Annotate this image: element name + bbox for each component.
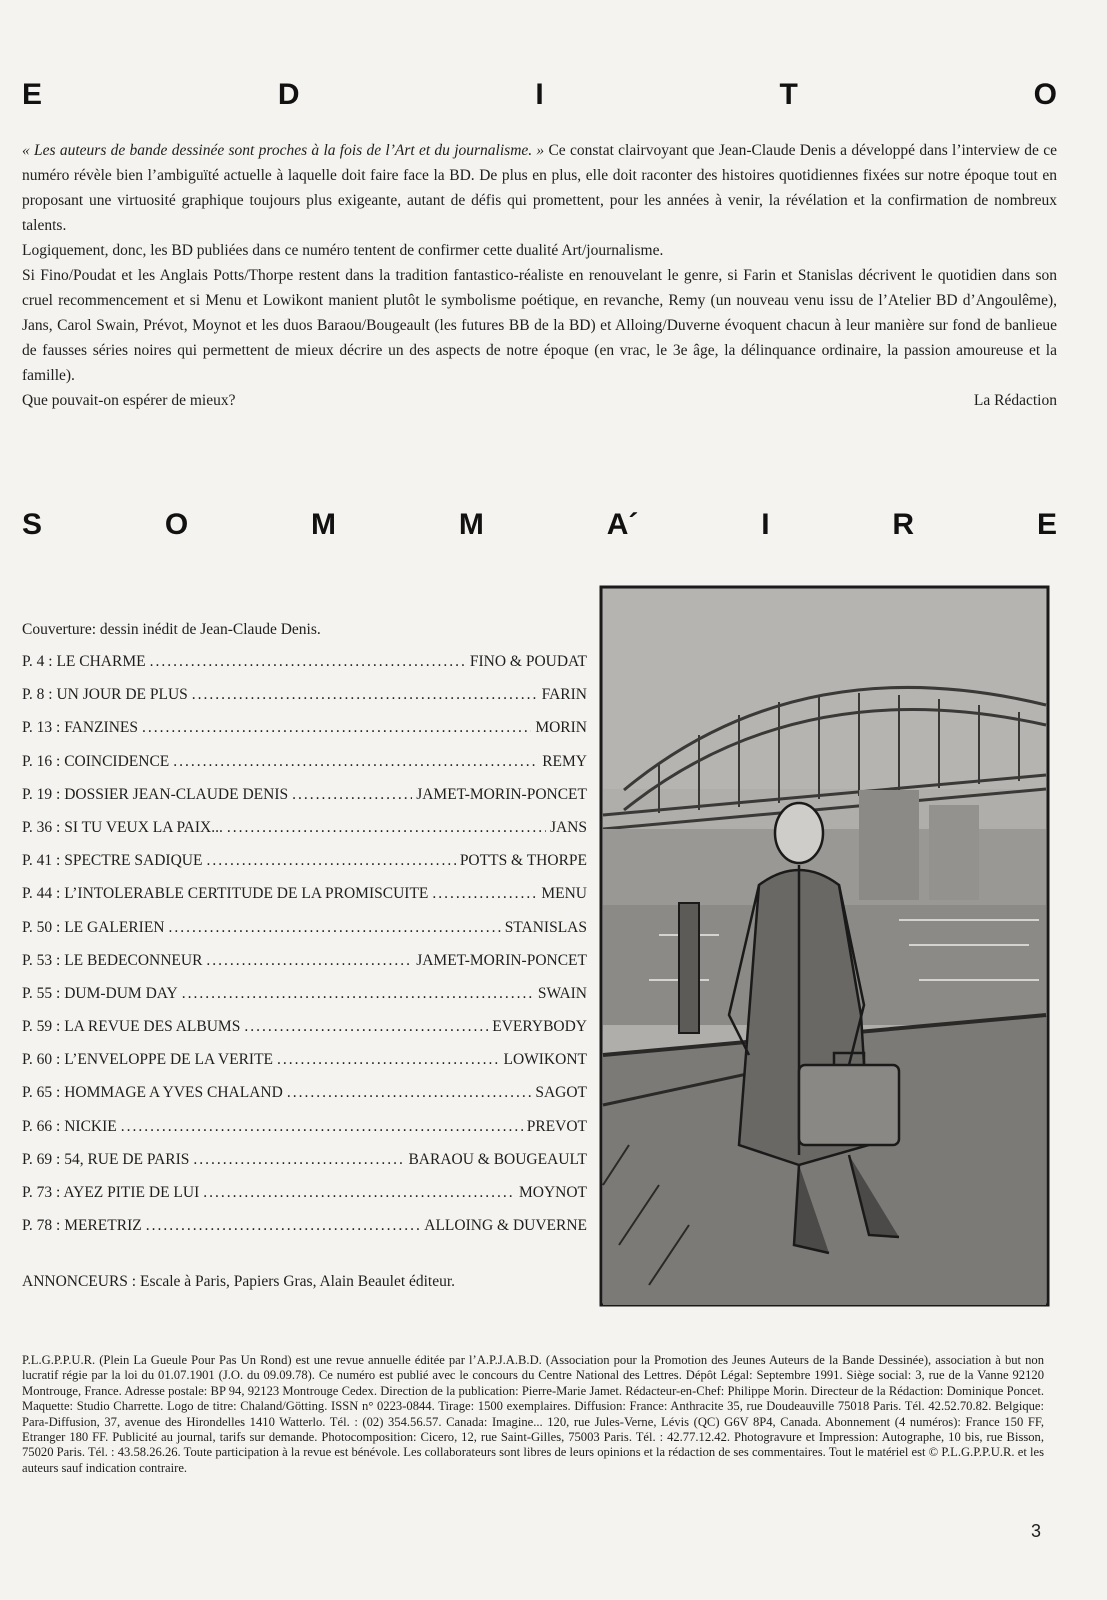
edito-closing-line [22, 388, 1057, 413]
dot-leader [146, 1209, 421, 1242]
toc-entry-title: P. 44 : L’INTOLERABLE CERTITUDE DE LA PROMISCUITE [22, 885, 429, 903]
toc-entry-author: POTTS & THORPE [459, 852, 587, 870]
toc-entry-title: P. 19 : DOSSIER JEAN-CLAUDE DENIS [22, 785, 289, 803]
toc-entry-author: SWAIN [537, 984, 587, 1002]
edito-heading [22, 80, 1057, 110]
sommaire-heading-letter: O [164, 508, 189, 541]
toc-entry [22, 977, 587, 1010]
sommaire-heading-letter: M [458, 508, 484, 541]
toc-entry-title: P. 8 : UN JOUR DE PLUS [22, 686, 188, 704]
edito-heading-letter: E [22, 78, 43, 111]
toc-entry [22, 877, 587, 910]
toc-entry [22, 645, 587, 678]
annonceurs: ANNONCEURS : Escale à Paris, Papiers Gras, Alain Beaulet éditeur. [22, 1273, 456, 1291]
toc-entry-author: SAGOT [535, 1084, 587, 1102]
toc-entry-title: P. 4 : LE CHARME [22, 653, 146, 670]
toc-entry [22, 1176, 587, 1209]
sommaire-heading-letter: E [1036, 508, 1057, 541]
toc-entry-title: P. 65 : HOMMAGE A YVES CHALAND [22, 1084, 283, 1102]
dot-leader [121, 1110, 523, 1143]
toc-entry-author: REMY [542, 752, 587, 770]
toc-entry [22, 944, 587, 977]
toc-entry [22, 1209, 587, 1242]
toc-entry [22, 911, 587, 944]
mooring-post [679, 903, 699, 1033]
dot-leader [203, 1176, 515, 1209]
page-number: 3 [1030, 1521, 1041, 1541]
dot-leader [244, 1010, 488, 1043]
dot-leader [150, 645, 466, 678]
toc-entry [22, 711, 587, 744]
cover-illustration [599, 585, 1050, 1307]
suitcase-icon [799, 1053, 899, 1145]
toc-entry-title: P. 13 : FANZINES [22, 719, 138, 737]
edito-paragraph-2: Logiquement, donc, les BD publiées dans ce numéro tentent de confirmer cette dualité Art/journalisme. [22, 242, 664, 259]
toc-entry [22, 1110, 587, 1143]
toc-entry [22, 778, 587, 811]
toc-entry-author: MENU [541, 885, 587, 903]
edito-paragraph-3: Si Fino/Poudat et les Anglais Potts/Thorpe restent dans la tradition fantastico-réaliste en renouvelant le genre, si Farin et Stanislas décrivent le quotidien dans son cruel recommencement et si Menu et Lowikont manient plutôt le symbolisme poétique, en revanche, Remy (un nouveau venu issu de l’Atelier BD d’Angoulême), Jans, Carol Swain, Prévot, Moynot et les duos Baraou/Bougeault (les futures BB de la BD) et Alloing/Duverne évoquent chacun à leur manière sur fond de banlieue de fausses séries noires qui permettent de mieux décrire un des aspects de notre époque (en vrac, le 3e âge, la délinquance ordinaire, la passion amoureuse et la famille). [22, 267, 1057, 384]
dot-leader [206, 944, 412, 977]
edito-paragraph-1 [22, 138, 1057, 238]
colophon: P.L.G.P.P.U.R. (Plein La Gueule Pour Pas Un Rond) est une revue annuelle éditée par l’A.P.J.A.B.D. (Association pour la Promotion des Jeunes Auteurs de la Bande Dessinée), association à but non lucratif régie par la loi du 01.07.1901 (J.O. du 09.09.78). Ce numéro est publié avec le concours du Centre National des Lettres. Dépôt Légal: Septembre 1991. Siège social: 3, rue de la Vanne 92120 Montrouge, France. Adresse postale: BP 94, 92123 Montrouge Cedex. Direction de la publication: Pierre-Marie Jamet. Rédacteur-en-Chef: Philippe Morin. Directeur de la Rédaction: Dominique Poncet. Maquette: Studio Charrette. Logo de titre: Chaland/Götting. ISSN n° 0223-0844. Tirage: 1500 exemplaires. Diffusion: France: Anthracite 35, rue Doudeauville 75018 Paris. Tél. 42.52.70.82. Belgique: Para-Diffusion, 37, avenue des Hirondelles 1410 Watterlo. Tél. : (02) 354.56.57. Canada: Imagine... 120, rue Jules-Verne, Lévis (QC) G6V 8P4, Canada. Abonnement (4 numéros): France 150 FF, Etranger 180 FF. Publicité au journal, tarifs sur demande. Photocomposition: Cicero, 12, rue Saint-Gilles, 75003 Paris. Tél. : 42.77.12.42. Photogravure et Impression: Autographe, 10 bis, rue Bisson, 75020 Paris. Tél. : 43.58.26.26. Toute participation à la revue est bénévole. Les collaborateurs sont libres de leurs opinions et la rédaction de ses commentaires. Tout le matériel est © P.L.G.P.P.U.R. et les auteurs sauf indication contraire. [22, 1353, 1044, 1475]
toc-entry-author: MORIN [535, 719, 587, 737]
toc-entry-title: P. 59 : LA REVUE DES ALBUMS [22, 1018, 241, 1036]
toc-entry [22, 745, 587, 778]
edito-heading-letter: T [779, 78, 798, 111]
toc-entry-title: P. 60 : L’ENVELOPPE DE LA VERITE [22, 1051, 274, 1069]
toc-entry-title: P. 53 : LE BEDECONNEUR [22, 951, 203, 969]
toc-entry-author: MOYNOT [518, 1184, 587, 1201]
dot-leader [206, 844, 455, 877]
toc-list [22, 645, 587, 1242]
toc-entry-author: STANISLAS [504, 918, 587, 936]
toc-entry-author: ALLOING & DUVERNE [424, 1217, 587, 1235]
toc-entry-author: EVERYBODY [492, 1018, 587, 1036]
dot-leader [142, 711, 531, 744]
toc-entry-author: FINO & POUDAT [469, 653, 587, 670]
toc-entry-title: P. 78 : MERETRIZ [22, 1217, 142, 1235]
dot-leader [173, 745, 538, 778]
dot-leader [432, 877, 537, 910]
dot-leader [182, 977, 534, 1010]
toc-entry [22, 1043, 587, 1076]
dot-leader [227, 811, 546, 844]
toc-entry [22, 844, 587, 877]
dot-leader [193, 1143, 404, 1176]
edito-heading-letter: O [1033, 78, 1057, 111]
toc-entry [22, 1010, 587, 1043]
toc-entry-title: P. 55 : DUM-DUM DAY [22, 984, 178, 1002]
edito-paragraph-4: Que pouvait-on espérer de mieux? [22, 392, 236, 409]
cover-credit: Couverture: dessin inédit de Jean-Claude Denis. [22, 621, 321, 638]
toc-entry-title: P. 36 : SI TU VEUX LA PAIX... [22, 818, 223, 836]
toc-entry [22, 811, 587, 844]
edito-heading-letter: I [535, 78, 544, 111]
table-of-contents [22, 615, 587, 1292]
dot-leader [287, 1076, 532, 1109]
toc-entry-author: JAMET-MORIN-PONCET [416, 951, 587, 969]
toc-entry-title: P. 16 : COINCIDENCE [22, 752, 170, 770]
sommaire-heading-letter: R [892, 508, 915, 541]
sommaire-heading-letter: A´ [606, 508, 639, 541]
sommaire-heading-letter: I [761, 508, 770, 541]
sommaire-heading [22, 510, 1057, 540]
toc-entry [22, 1143, 587, 1176]
dot-leader [277, 1043, 499, 1076]
dot-leader [192, 678, 538, 711]
toc-entry-author: JAMET-MORIN-PONCET [416, 785, 587, 803]
edito-heading-letter: D [277, 78, 300, 111]
toc-entry-author: FARIN [541, 686, 587, 704]
toc-entry [22, 678, 587, 711]
edito-quote: « Les auteurs de bande dessinée sont proches à la fois de l’Art et du journalisme. » [22, 142, 545, 159]
toc-entry-title: P. 41 : SPECTRE SADIQUE [22, 852, 203, 870]
toc-entry-author: LOWIKONT [503, 1051, 587, 1069]
toc-entry-author: BARAOU & BOUGEAULT [408, 1150, 587, 1168]
toc-entry-author: JANS [549, 818, 587, 836]
edito-body [22, 138, 1057, 413]
toc-entry-title: P. 66 : NICKIE [22, 1117, 117, 1135]
edito-paragraph-1-rest: Ce constat clairvoyant que Jean-Claude Denis a développé dans l’interview de ce numéro révèle bien l’ambiguïté actuelle à laquelle doit faire face la BD. De plus en plus, elle doit raconter des histoires quotidiennes fixées sur notre époque tout en proposant une virtuosité graphique toujours plus exigeante, autant de défis qui promettent, pour les années à venir, la révélation et la confirmation de nombreux talents. [22, 142, 1057, 234]
toc-entry-author: PREVOT [526, 1117, 587, 1135]
dot-leader [169, 911, 501, 944]
toc-entry-title: P. 73 : AYEZ PITIE DE LUI [22, 1184, 200, 1201]
sommaire-heading-letter: S [22, 508, 43, 541]
toc-entry-title: P. 50 : LE GALERIEN [22, 918, 165, 936]
toc-entry-title: P. 69 : 54, RUE DE PARIS [22, 1150, 190, 1168]
sommaire-heading-letter: M [311, 508, 337, 541]
edito-signature: La Rédaction [973, 392, 1057, 409]
dot-leader [292, 778, 412, 811]
toc-entry [22, 1076, 587, 1109]
